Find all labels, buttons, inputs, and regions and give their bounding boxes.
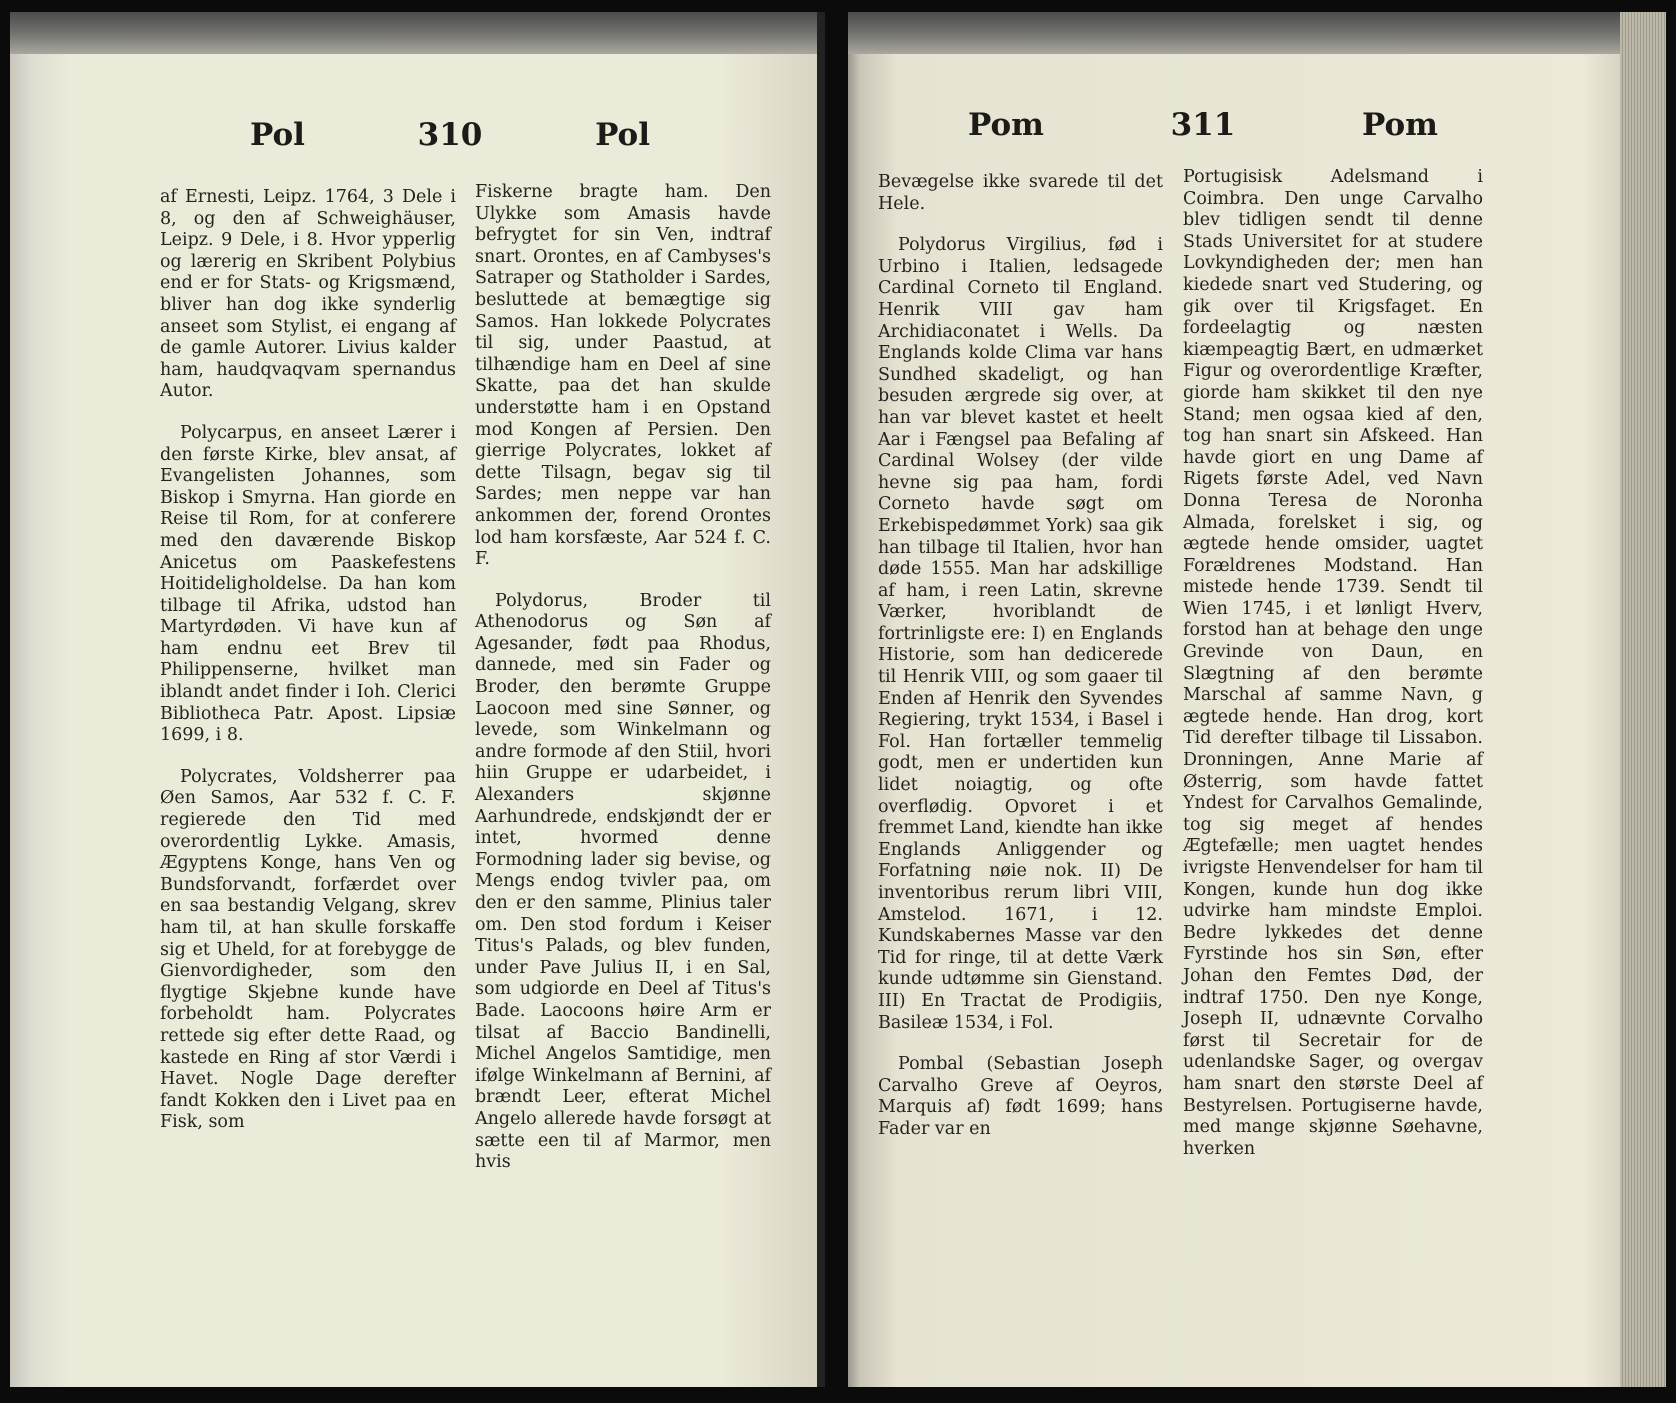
right-page [848,12,1666,1387]
left-head-word: Pol [250,117,305,153]
page-edge-top-right [848,12,1666,54]
paragraph-polycrates-cont: Fiskerne bragte ham. Den Ulykke som Amasis havde befrygtet for sin Ven, indtraf snart. Orontes, en af Cambyses's Satraper og Statholder i Sardes, besluttede at bemægtige sig Samos. Han lokkede Polycrates til sig, under Paastud, at tilhændige ham en Deel af sine Skatte, paa det han skulde understøtte ham i en Opstand mod Kongen af Persien. Den gierrige Polycrates, lokket af dette Tilsagn, begav sig til Sardes; men neppe var han ankommen der, forend Orontes lod ham korsfæste, Aar 524 f. C. F. [475,182,771,570]
left-page [10,12,825,1387]
page-edge-side [1620,12,1666,1387]
right-head-word-right: Pom [1362,107,1438,143]
paragraph-pombal-cont: Portugisisk Adelsmand i Coimbra. Den unge Carvalho blev tidligen sendt til denne Stads Universitet for at studere Lovkyndigheden der; men han kiedede snart ved Studering, og gik over til Krigsfaget. En fordeelagtig og næsten kiæmpeagtig Bært, en udmærket Figur og overordentlige Kræfter, giorde ham skikket til den nye Stand; men ogsaa kied af den, tog han snart sin Afskeed. Han havde giort en ung Dame af Rigets første Adel, ved Navn Donna Teresa de Noronha Almada, forelsket i sig, og ægtede hende omsider, uagtet Forældrenes Modstand. Han mistede hende 1739. Sendt til Wien 1745, i et lønligt Hverv, forstod han at behage den unge Grevinde von Daun, en Slægtning af den berømte Marschal af samme Navn, g ægtede hende. Han drog, kort Tid derefter tilbage til Lissabon. Dronningen, Anne Marie af Østerrig, som havde fattet Yndest for Carvalhos Gemalinde, tog sig meget af hendes Ægtefælle; men uagtet hendes ivrigste Henvendelser for ham til Kongen, kunde hun dog ikke udvirke ham mindste Emploi. Bedre lykkedes det denne Fyrstinde hos sin Søn, efter Johan den Femtes Død, der indtraf 1750. Den nye Konge, Joseph II, udnævnte Corvalho først til Secretair for de udenlandske Sager, og overgav ham snart den største Deel af Bestyrelsen. Portugiserne havde, med mange skjønne Søehavne, hverken [1183,167,1483,1159]
page-edge-top [10,12,817,54]
entry-polycarpus: Polycarpus, en anseet Lærer i den første Kirke, blev ansat, af Evangelisten Johannes, som Biskop i Smyrna. Han giorde en Reise til Rom, for at conferere med den daværende Biskop Anicetus om Paaskefestens Hoitideligholdelse. Da han kom tilbage til Afrika, udstod han Martyrdøden. Vi have kun af ham endnu eet Brev til Philippenserne, hvilket man iblandt andet finder i Ioh. Clerici Bibliotheca Patr. Apost. Lipsiæ 1699, i 8. [160,422,456,746]
left-page-number: 310 [417,117,483,153]
left-running-head [250,117,650,153]
entry-polydorus: Polydorus, Broder til Athenodorus og Søn af Agesander, født paa Rhodus, dannede, med sin Fader og Broder, den berømte Gruppe Laocoon med sine Sønner, og levede, som Winkelmann og andre formode af den Stiil, hvori hiin Gruppe er udarbeidet, i Alexanders skjønne Aarhundrede, endskjøndt der er intet, hvormed denne Formodning lader sig bevise, og Mengs endog tvivler paa, om den er den samme, Plinius taler om. Den stod fordum i Keiser Titus's Palads, og blev funden, under Pave Julius II, i en Sal, som udgiorde en Deel af Titus's Bade. Laocoons høire Arm er tilsat af Baccio Bandinelli, Michel Angelos Samtidige, men ifølge Winkelmann af Bernini, af brændt Leer, efterat Michel Angelo allerede havde forsøgt at sætte een til af Marmor, men hvis [475,590,771,1173]
right-column-1 [878,172,1163,1161]
entry-polydorus-virgilius: Polydorus Virgilius, fød i Urbino i Italien, ledsagede Cardinal Corneto til England. Henrik VIII gav ham Archidiaconatet i Wells. Da Englands kolde Clima var hans Sundhed skadeligt, og han besuden ærgrede sig over, at han var blevet kastet et heelt Aar i Fængsel paa Befaling af Cardinal Wolsey (der vilde hevne sig paa ham, fordi Corneto havde søgt om Erkebispedømmet York) saa gik han tilbage til Italien, hvor han døde 1555. Man har adskillige af ham, i reen Latin, skrevne Værker, hvoriblandt de fortrinligste ere: I) en Englands Historie, som han dedicerede til Henrik VIII, og som gaaer til Enden af Henrik den Syvendes Regiering, trykt 1534, i Basel i Fol. Han fortæller temmelig godt, men er undertiden kun lidet noiagtig, og ofte overflødig. Opvoret i et fremmet Land, kiendte han ikke Englands Anliggender og Forfatning nøie nok. II) De inventoribus rerum libri VIII, Amstelod. 1671, i 12. Kundskabernes Masse var den Tid for ringe, til at dette Værk kunde udtømme sin Gienstand. III) En Tractat de Prodigiis, Basileæ 1534, i Fol. [878,235,1163,1033]
right-running-head [968,107,1438,143]
left-head-word-right: Pol [595,117,650,153]
entry-pombal: Pombal (Sebastian Joseph Carvalho Greve af Oeyros, Marquis af) født 1699; hans Fader var en [878,1054,1163,1139]
paragraph-polydorus-end: Bevægelse ikke svarede til det Hele. [878,172,1163,214]
right-head-word: Pom [968,107,1044,143]
right-page-number: 311 [1170,107,1236,143]
entry-polycrates: Polycrates, Voldsherrer paa Øen Samos, Aar 532 f. C. F. regierede den Tid med overordentlig Lykke. Amasis, Ægyptens Konge, hans Ven og Bundsforvandt, forfærdet over en saa bestandig Velgang, skrev ham til, at han skulle forskaffe sig et Uheld, for at forebygge de Gienvordigheder, som den flygtige Skjebne kunde have forbeholdt ham. Polycrates rettede sig efter dette Raad, og kastede en Ring af stor Værdi i Havet. Nogle Dage derefter fandt Kokken den i Livet paa en Fisk, som [160,766,456,1133]
paragraph-polybius-end: af Ernesti, Leipz. 1764, 3 Dele i 8, og den af Schweighäuser, Leipz. 9 Dele, i 8. Hvor ypperlig og lærerig en Skribent Polybius end er for Stats- og Krigsmænd, bliver han dog ikke synderlig anseet som Stylist, ei engang af de gamle Autorer. Livius kalder ham, haudqvaqvam spernandus Autor. [160,187,456,402]
left-column-2 [475,182,771,1194]
right-column-2 [1183,167,1483,1180]
left-column-1 [160,187,456,1154]
